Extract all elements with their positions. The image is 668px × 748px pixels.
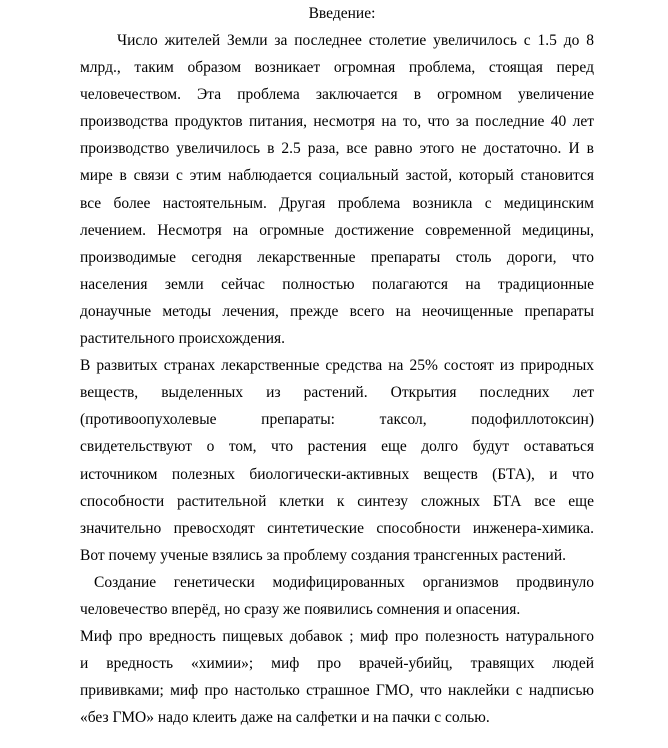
text-line: (противоопухолевые препараты: таксол, подофиллотоксин)	[80, 411, 594, 429]
text-line: мире в связи с этим наблюдается социальный застой, который становится	[80, 167, 594, 185]
text-line: человечество вперёд, но сразу же появились сомнения и опасения.	[80, 600, 521, 618]
text-line: Создание генетически модифицированных организмов продвинуло	[94, 573, 594, 591]
paragraph-population	[80, 27, 594, 352]
text-line: Миф про вредность пищевых добавок ; миф про полезность натурального	[80, 628, 594, 646]
paragraph-gmo	[80, 569, 594, 623]
paragraph-myths	[80, 623, 594, 731]
text-line: «без ГМО» надо клеить даже на салфетки и на пачки с солью.	[80, 709, 490, 727]
text-line: источником полезных биологически-активных веществ (БТА), и что	[80, 465, 594, 483]
text-line: млрд., таким образом возникает огромная проблема, стоящая перед	[80, 59, 594, 77]
text-line: В развитых странах лекарственные средства на 25% состоят из природных	[80, 357, 594, 375]
text-line: населения земли сейчас полностью полагаются на традиционные	[80, 275, 594, 293]
text-line: значительно превосходят синтетические способности инженера-химика.	[80, 519, 594, 537]
text-line: и вредность «химии»; миф про врачей-убийц, травящих людей	[80, 655, 594, 673]
text-line: прививками; миф про настолько страшное ГМО, что наклейки с надписью	[80, 682, 594, 700]
text-line: лечением. Несмотря на огромные достижение современной медицины,	[80, 221, 594, 239]
text-line: Вот почему ученые взялись за проблему создания трансгенных растений.	[80, 546, 567, 564]
paragraph-medicines	[80, 352, 594, 569]
text-line: производства продуктов питания, несмотря на то, что за последние 40 лет	[80, 113, 594, 131]
document-title: Введение:	[308, 5, 376, 22]
text-line: веществ, выделенных из растений. Открытия последних лет	[80, 384, 594, 402]
text-line: способности растительной клетки к синтезу сложных БТА все еще	[80, 492, 594, 510]
text-line: производимые сегодня лекарственные препараты столь дороги, что	[80, 248, 594, 266]
text-line: свидетельствуют о том, что растения еще долго будут оставаться	[80, 438, 594, 456]
text-line: донаучные методы лечения, прежде всего на неочищенные препараты	[80, 302, 594, 320]
text-line: растительного происхождения.	[80, 330, 286, 348]
text-line: Число жителей Земли за последнее столетие увеличилось с 1.5 до 8	[117, 32, 594, 49]
text-line: производство увеличилось в 2.5 раза, все равно этого не достаточно. И в	[80, 140, 594, 158]
text-line: человечеством. Эта проблема заключается в огромном увеличение	[80, 86, 594, 104]
text-line: все более настоятельным. Другая проблема возникла с медицинским	[80, 194, 594, 212]
document-page	[80, 0, 594, 731]
